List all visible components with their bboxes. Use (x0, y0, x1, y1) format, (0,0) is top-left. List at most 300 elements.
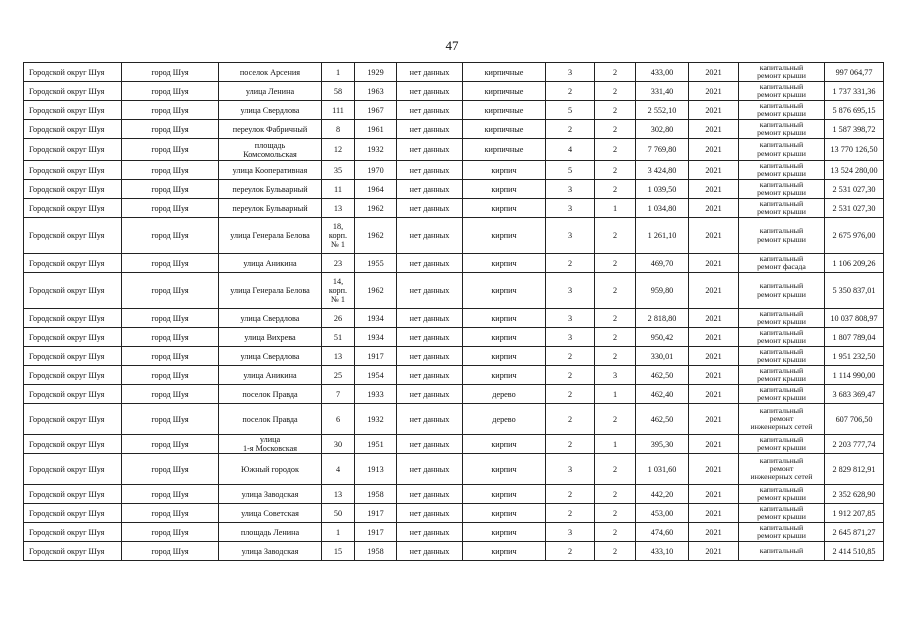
cell-build-year: 1913 (355, 454, 397, 485)
cell-entrances: 2 (595, 139, 636, 161)
cell-build-year: 1961 (355, 120, 397, 139)
cell-district: Городской округ Шуя (24, 404, 122, 435)
cell-cost: 1 912 207,85 (825, 504, 884, 523)
cell-floors: 3 (546, 180, 595, 199)
table-row (24, 120, 884, 139)
cell-work-type: капитальный ремонт крыши (739, 309, 825, 328)
table-row (24, 385, 884, 404)
cell-work-type: капитальный ремонт крыши (739, 139, 825, 161)
cell-city: город Шуя (122, 218, 219, 254)
cell-plan-year: 2021 (689, 366, 739, 385)
cell-street: Южный городок (219, 454, 322, 485)
cell-floors: 2 (546, 404, 595, 435)
cell-entrances: 3 (595, 366, 636, 385)
cell-cost: 2 531 027,30 (825, 180, 884, 199)
cell-extra-info: нет данных (397, 523, 463, 542)
cell-work-type: капитальный ремонт крыши (739, 273, 825, 309)
cell-plan-year: 2021 (689, 254, 739, 273)
cell-wall-material: кирпич (463, 504, 546, 523)
cell-cost: 13 524 280,00 (825, 161, 884, 180)
cell-entrances: 2 (595, 254, 636, 273)
cell-build-year: 1934 (355, 328, 397, 347)
cell-house-number: 50 (322, 504, 355, 523)
cell-wall-material: кирпич (463, 542, 546, 561)
cell-area: 462,40 (636, 385, 689, 404)
cell-cost: 2 675 976,00 (825, 218, 884, 254)
cell-floors: 3 (546, 328, 595, 347)
cell-entrances: 2 (595, 273, 636, 309)
cell-wall-material: кирпич (463, 328, 546, 347)
register-body (24, 63, 884, 561)
table-row (24, 218, 884, 254)
cell-wall-material: кирпич (463, 347, 546, 366)
cell-extra-info: нет данных (397, 504, 463, 523)
cell-floors: 2 (546, 254, 595, 273)
cell-area: 433,10 (636, 542, 689, 561)
cell-entrances: 2 (595, 120, 636, 139)
cell-wall-material: кирпичные (463, 120, 546, 139)
cell-area: 950,42 (636, 328, 689, 347)
cell-wall-material: дерево (463, 404, 546, 435)
cell-wall-material: кирпич (463, 180, 546, 199)
cell-street: улица Свердлова (219, 309, 322, 328)
cell-work-type: капитальный ремонт крыши (739, 63, 825, 82)
cell-build-year: 1954 (355, 366, 397, 385)
cell-plan-year: 2021 (689, 454, 739, 485)
cell-district: Городской округ Шуя (24, 273, 122, 309)
cell-city: город Шуя (122, 328, 219, 347)
cell-district: Городской округ Шуя (24, 139, 122, 161)
cell-house-number: 51 (322, 328, 355, 347)
cell-floors: 2 (546, 542, 595, 561)
cell-build-year: 1917 (355, 523, 397, 542)
table-row (24, 82, 884, 101)
cell-cost: 2 531 027,30 (825, 199, 884, 218)
cell-area: 462,50 (636, 404, 689, 435)
cell-build-year: 1958 (355, 485, 397, 504)
cell-build-year: 1932 (355, 404, 397, 435)
cell-extra-info: нет данных (397, 101, 463, 120)
cell-entrances: 1 (595, 385, 636, 404)
cell-wall-material: кирпичные (463, 82, 546, 101)
cell-floors: 3 (546, 454, 595, 485)
cell-house-number: 14, корп. № 1 (322, 273, 355, 309)
cell-work-type: капитальный ремонт крыши (739, 504, 825, 523)
cell-cost: 1 587 398,72 (825, 120, 884, 139)
table-row (24, 309, 884, 328)
cell-entrances: 2 (595, 542, 636, 561)
cell-extra-info: нет данных (397, 366, 463, 385)
cell-plan-year: 2021 (689, 101, 739, 120)
cell-cost: 997 064,77 (825, 63, 884, 82)
cell-work-type: капитальный ремонт крыши (739, 523, 825, 542)
cell-house-number: 13 (322, 199, 355, 218)
cell-entrances: 2 (595, 404, 636, 435)
cell-house-number: 4 (322, 454, 355, 485)
cell-house-number: 8 (322, 120, 355, 139)
cell-house-number: 6 (322, 404, 355, 435)
cell-area: 3 424,80 (636, 161, 689, 180)
cell-street: переулок Фабричный (219, 120, 322, 139)
cell-city: город Шуя (122, 180, 219, 199)
table-row (24, 454, 884, 485)
cell-entrances: 2 (595, 63, 636, 82)
cell-build-year: 1934 (355, 309, 397, 328)
cell-plan-year: 2021 (689, 120, 739, 139)
cell-area: 462,50 (636, 366, 689, 385)
cell-plan-year: 2021 (689, 504, 739, 523)
cell-floors: 5 (546, 161, 595, 180)
cell-wall-material: кирпич (463, 273, 546, 309)
cell-wall-material: кирпич (463, 199, 546, 218)
cell-plan-year: 2021 (689, 180, 739, 199)
cell-house-number: 26 (322, 309, 355, 328)
cell-city: город Шуя (122, 404, 219, 435)
cell-district: Городской округ Шуя (24, 199, 122, 218)
cell-city: город Шуя (122, 504, 219, 523)
table-row (24, 161, 884, 180)
cell-extra-info: нет данных (397, 199, 463, 218)
cell-entrances: 2 (595, 454, 636, 485)
cell-district: Городской округ Шуя (24, 385, 122, 404)
cell-street: улица Вихрева (219, 328, 322, 347)
table-row (24, 485, 884, 504)
cell-city: город Шуя (122, 435, 219, 454)
cell-work-type: капитальный ремонт крыши (739, 366, 825, 385)
cell-street: площадь Комсомольская (219, 139, 322, 161)
cell-plan-year: 2021 (689, 273, 739, 309)
cell-city: город Шуя (122, 523, 219, 542)
cell-district: Городской округ Шуя (24, 180, 122, 199)
cell-wall-material: дерево (463, 385, 546, 404)
cell-build-year: 1917 (355, 347, 397, 366)
cell-house-number: 13 (322, 485, 355, 504)
cell-work-type: капитальный ремонт фасада (739, 254, 825, 273)
cell-district: Городской округ Шуя (24, 542, 122, 561)
cell-extra-info: нет данных (397, 82, 463, 101)
cell-area: 331,40 (636, 82, 689, 101)
page-number: 47 (445, 38, 459, 53)
table-row (24, 199, 884, 218)
cell-area: 302,80 (636, 120, 689, 139)
cell-street: улица Генерала Белова (219, 273, 322, 309)
cell-work-type: капитальный ремонт крыши (739, 218, 825, 254)
cell-floors: 2 (546, 82, 595, 101)
cell-street: площадь Ленина (219, 523, 322, 542)
cell-city: город Шуя (122, 139, 219, 161)
cell-build-year: 1917 (355, 504, 397, 523)
cell-district: Городской округ Шуя (24, 161, 122, 180)
cell-plan-year: 2021 (689, 63, 739, 82)
repair-register-table (23, 62, 884, 561)
cell-plan-year: 2021 (689, 347, 739, 366)
cell-house-number: 11 (322, 180, 355, 199)
cell-house-number: 35 (322, 161, 355, 180)
cell-area: 330,01 (636, 347, 689, 366)
cell-house-number: 13 (322, 347, 355, 366)
cell-area: 7 769,80 (636, 139, 689, 161)
cell-plan-year: 2021 (689, 139, 739, 161)
cell-wall-material: кирпич (463, 454, 546, 485)
table-row (24, 328, 884, 347)
cell-entrances: 2 (595, 347, 636, 366)
cell-cost: 2 645 871,27 (825, 523, 884, 542)
cell-district: Городской округ Шуя (24, 63, 122, 82)
cell-street: улица Ленина (219, 82, 322, 101)
cell-extra-info: нет данных (397, 404, 463, 435)
cell-cost: 2 829 812,91 (825, 454, 884, 485)
cell-house-number: 15 (322, 542, 355, 561)
cell-floors: 2 (546, 504, 595, 523)
cell-street: поселок Правда (219, 385, 322, 404)
cell-extra-info: нет данных (397, 347, 463, 366)
cell-extra-info: нет данных (397, 542, 463, 561)
cell-district: Городской округ Шуя (24, 347, 122, 366)
cell-extra-info: нет данных (397, 385, 463, 404)
table-row (24, 523, 884, 542)
cell-plan-year: 2021 (689, 485, 739, 504)
cell-city: город Шуя (122, 161, 219, 180)
cell-street: улица Заводская (219, 542, 322, 561)
cell-build-year: 1970 (355, 161, 397, 180)
cell-city: город Шуя (122, 366, 219, 385)
cell-street: улица Аникина (219, 366, 322, 385)
cell-build-year: 1933 (355, 385, 397, 404)
cell-cost: 1 106 209,26 (825, 254, 884, 273)
cell-plan-year: 2021 (689, 523, 739, 542)
table-row (24, 273, 884, 309)
cell-work-type: капитальный ремонт крыши (739, 199, 825, 218)
cell-build-year: 1962 (355, 199, 397, 218)
cell-house-number: 30 (322, 435, 355, 454)
cell-house-number: 18, корп. № 1 (322, 218, 355, 254)
cell-entrances: 2 (595, 485, 636, 504)
cell-wall-material: кирпич (463, 523, 546, 542)
cell-plan-year: 2021 (689, 404, 739, 435)
cell-cost: 1 737 331,36 (825, 82, 884, 101)
cell-work-type: капитальный ремонт крыши (739, 385, 825, 404)
cell-extra-info: нет данных (397, 309, 463, 328)
cell-city: город Шуя (122, 254, 219, 273)
cell-street: улица Кооперативная (219, 161, 322, 180)
cell-work-type: капитальный ремонт крыши (739, 180, 825, 199)
cell-plan-year: 2021 (689, 328, 739, 347)
cell-work-type: капитальный ремонт инженерных сетей (739, 404, 825, 435)
cell-cost: 1 951 232,50 (825, 347, 884, 366)
cell-district: Городской округ Шуя (24, 309, 122, 328)
cell-build-year: 1962 (355, 218, 397, 254)
cell-area: 959,80 (636, 273, 689, 309)
cell-wall-material: кирпич (463, 161, 546, 180)
cell-plan-year: 2021 (689, 385, 739, 404)
cell-district: Городской округ Шуя (24, 218, 122, 254)
cell-city: город Шуя (122, 120, 219, 139)
cell-extra-info: нет данных (397, 328, 463, 347)
cell-work-type: капитальный ремонт крыши (739, 485, 825, 504)
table-row (24, 504, 884, 523)
cell-street: улица Генерала Белова (219, 218, 322, 254)
cell-build-year: 1955 (355, 254, 397, 273)
cell-plan-year: 2021 (689, 435, 739, 454)
cell-city: город Шуя (122, 273, 219, 309)
cell-build-year: 1951 (355, 435, 397, 454)
table-row (24, 404, 884, 435)
cell-entrances: 2 (595, 180, 636, 199)
cell-wall-material: кирпич (463, 254, 546, 273)
cell-district: Городской округ Шуя (24, 328, 122, 347)
cell-district: Городской округ Шуя (24, 454, 122, 485)
cell-work-type: капитальный ремонт крыши (739, 82, 825, 101)
cell-house-number: 1 (322, 63, 355, 82)
cell-city: город Шуя (122, 101, 219, 120)
cell-floors: 4 (546, 139, 595, 161)
cell-city: город Шуя (122, 485, 219, 504)
cell-house-number: 23 (322, 254, 355, 273)
cell-floors: 2 (546, 435, 595, 454)
cell-floors: 3 (546, 199, 595, 218)
cell-area: 433,00 (636, 63, 689, 82)
cell-extra-info: нет данных (397, 273, 463, 309)
cell-entrances: 2 (595, 161, 636, 180)
table-row (24, 180, 884, 199)
cell-build-year: 1967 (355, 101, 397, 120)
cell-extra-info: нет данных (397, 180, 463, 199)
cell-extra-info: нет данных (397, 120, 463, 139)
cell-extra-info: нет данных (397, 139, 463, 161)
cell-house-number: 58 (322, 82, 355, 101)
cell-district: Городской округ Шуя (24, 435, 122, 454)
cell-district: Городской округ Шуя (24, 485, 122, 504)
cell-street: улица Свердлова (219, 101, 322, 120)
cell-city: город Шуя (122, 82, 219, 101)
cell-extra-info: нет данных (397, 254, 463, 273)
cell-district: Городской округ Шуя (24, 523, 122, 542)
cell-street: улица Свердлова (219, 347, 322, 366)
cell-street: переулок Бульварный (219, 180, 322, 199)
cell-work-type: капитальный ремонт крыши (739, 328, 825, 347)
cell-wall-material: кирпич (463, 309, 546, 328)
cell-cost: 13 770 126,50 (825, 139, 884, 161)
cell-floors: 2 (546, 366, 595, 385)
cell-area: 442,20 (636, 485, 689, 504)
cell-house-number: 25 (322, 366, 355, 385)
cell-plan-year: 2021 (689, 218, 739, 254)
cell-street: поселок Арсения (219, 63, 322, 82)
cell-city: город Шуя (122, 385, 219, 404)
cell-area: 1 039,50 (636, 180, 689, 199)
cell-entrances: 2 (595, 328, 636, 347)
cell-cost: 2 414 510,85 (825, 542, 884, 561)
cell-work-type: капитальный ремонт крыши (739, 120, 825, 139)
cell-city: город Шуя (122, 454, 219, 485)
cell-house-number: 12 (322, 139, 355, 161)
cell-extra-info: нет данных (397, 485, 463, 504)
cell-build-year: 1929 (355, 63, 397, 82)
cell-house-number: 7 (322, 385, 355, 404)
cell-cost: 5 350 837,01 (825, 273, 884, 309)
cell-extra-info: нет данных (397, 161, 463, 180)
cell-plan-year: 2021 (689, 82, 739, 101)
cell-street: поселок Правда (219, 404, 322, 435)
cell-work-type: капитальный ремонт крыши (739, 161, 825, 180)
cell-extra-info: нет данных (397, 454, 463, 485)
cell-area: 469,70 (636, 254, 689, 273)
cell-entrances: 2 (595, 82, 636, 101)
cell-entrances: 2 (595, 523, 636, 542)
table-row (24, 63, 884, 82)
cell-floors: 3 (546, 309, 595, 328)
cell-entrances: 2 (595, 218, 636, 254)
cell-street: улица Заводская (219, 485, 322, 504)
cell-house-number: 1 (322, 523, 355, 542)
cell-cost: 1 807 789,04 (825, 328, 884, 347)
cell-floors: 5 (546, 101, 595, 120)
cell-street: переулок Бульварный (219, 199, 322, 218)
cell-floors: 2 (546, 120, 595, 139)
cell-extra-info: нет данных (397, 435, 463, 454)
cell-floors: 3 (546, 523, 595, 542)
cell-floors: 2 (546, 385, 595, 404)
cell-wall-material: кирпич (463, 366, 546, 385)
cell-street: улица Аникина (219, 254, 322, 273)
cell-district: Городской округ Шуя (24, 101, 122, 120)
cell-wall-material: кирпичные (463, 101, 546, 120)
cell-work-type: капитальный ремонт инженерных сетей (739, 454, 825, 485)
cell-entrances: 2 (595, 309, 636, 328)
cell-area: 1 261,10 (636, 218, 689, 254)
cell-city: город Шуя (122, 199, 219, 218)
cell-entrances: 2 (595, 504, 636, 523)
cell-plan-year: 2021 (689, 542, 739, 561)
cell-street: улица Советская (219, 504, 322, 523)
cell-build-year: 1932 (355, 139, 397, 161)
cell-extra-info: нет данных (397, 218, 463, 254)
cell-district: Городской округ Шуя (24, 82, 122, 101)
cell-cost: 1 114 990,00 (825, 366, 884, 385)
cell-house-number: 111 (322, 101, 355, 120)
cell-build-year: 1958 (355, 542, 397, 561)
cell-wall-material: кирпич (463, 485, 546, 504)
cell-entrances: 1 (595, 199, 636, 218)
cell-plan-year: 2021 (689, 309, 739, 328)
cell-floors: 3 (546, 218, 595, 254)
cell-district: Городской округ Шуя (24, 366, 122, 385)
cell-district: Городской округ Шуя (24, 254, 122, 273)
table-row (24, 254, 884, 273)
table-row (24, 435, 884, 454)
cell-work-type: капитальный (739, 542, 825, 561)
cell-wall-material: кирпич (463, 218, 546, 254)
table-row (24, 347, 884, 366)
cell-wall-material: кирпич (463, 435, 546, 454)
cell-city: город Шуя (122, 309, 219, 328)
table-row (24, 542, 884, 561)
cell-cost: 3 683 369,47 (825, 385, 884, 404)
cell-district: Городской округ Шуя (24, 120, 122, 139)
cell-cost: 5 876 695,15 (825, 101, 884, 120)
cell-work-type: капитальный ремонт крыши (739, 435, 825, 454)
cell-city: город Шуя (122, 347, 219, 366)
cell-area: 474,60 (636, 523, 689, 542)
table-row (24, 366, 884, 385)
cell-floors: 2 (546, 347, 595, 366)
cell-floors: 2 (546, 485, 595, 504)
cell-wall-material: кирпичные (463, 139, 546, 161)
cell-area: 395,30 (636, 435, 689, 454)
cell-plan-year: 2021 (689, 161, 739, 180)
cell-build-year: 1962 (355, 273, 397, 309)
cell-area: 2 818,80 (636, 309, 689, 328)
